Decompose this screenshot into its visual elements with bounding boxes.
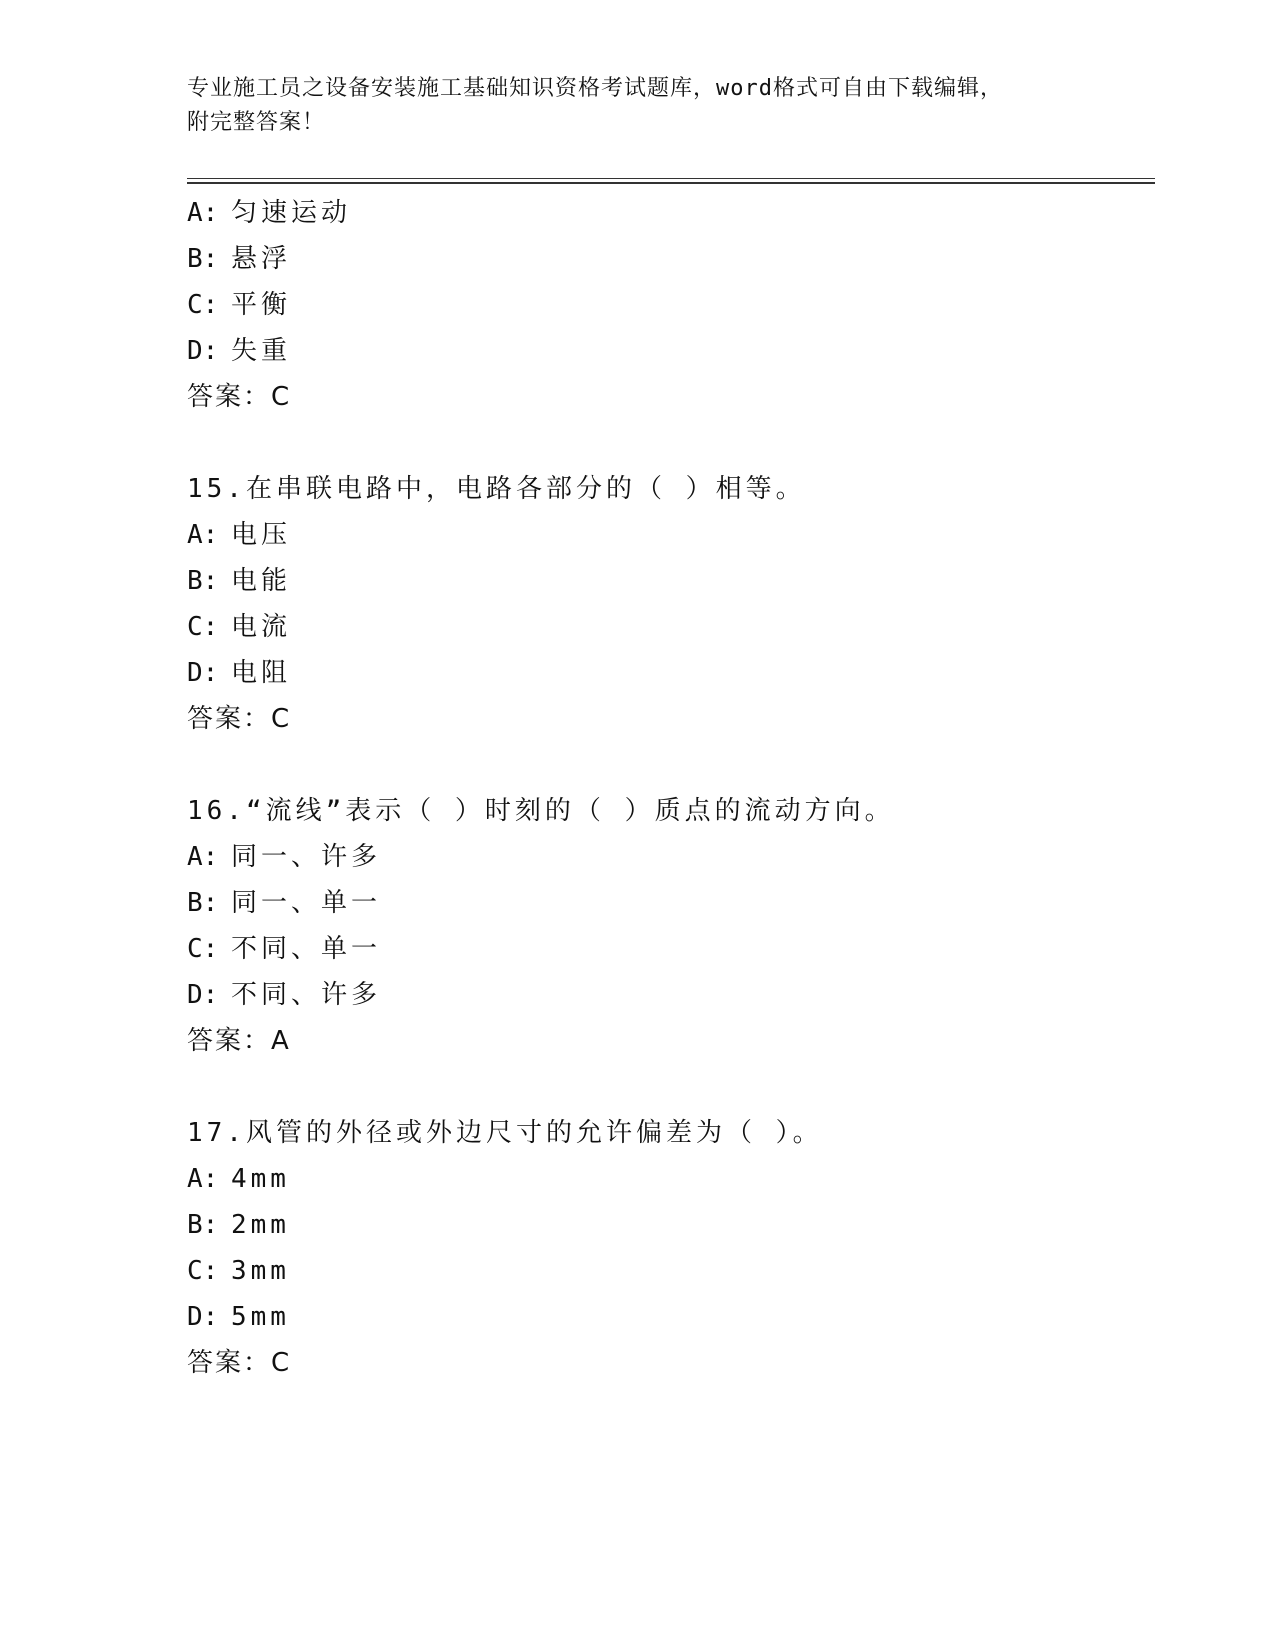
option-text: 电流: [231, 612, 292, 642]
option-text: 匀速运动: [231, 198, 352, 228]
option-b: [187, 236, 1147, 282]
option-a: [187, 1156, 1147, 1202]
question-17: [187, 1110, 1147, 1386]
question-list: [187, 190, 1147, 1386]
option-a: [187, 190, 1147, 236]
answer: 答案：C: [187, 1348, 292, 1378]
option-label: D:: [187, 980, 219, 1010]
option-label: D:: [187, 1302, 219, 1332]
header-divider-thin: [187, 178, 1155, 179]
option-label: A:: [187, 198, 219, 228]
answer: 答案：A: [187, 1026, 291, 1056]
question-14: [187, 190, 1147, 420]
spacer: [187, 420, 1147, 466]
option-label: B:: [187, 244, 219, 274]
spacer: [187, 742, 1147, 788]
question-15: [187, 466, 1147, 742]
option-text: 电压: [231, 520, 292, 550]
option-d: [187, 328, 1147, 374]
option-label: A:: [187, 520, 219, 550]
header-divider-thick: [187, 182, 1155, 184]
option-label: A:: [187, 842, 219, 872]
option-label: C:: [187, 934, 219, 964]
question-stem: 17.风管的外径或外边尺寸的允许偏差为（ ）。: [187, 1118, 823, 1148]
question-stem: 15.在串联电路中，电路各部分的（ ）相等。: [187, 474, 806, 504]
option-c: [187, 604, 1147, 650]
spacer: [187, 1064, 1147, 1110]
header-line-1: 专业施工员之设备安装施工基础知识资格考试题库，word格式可自由下载编辑，: [187, 76, 1003, 101]
option-c: [187, 1248, 1147, 1294]
option-label: B:: [187, 1210, 219, 1240]
option-text: 同一、单一: [231, 888, 382, 918]
answer: 答案：C: [187, 704, 292, 734]
option-text: 5mm: [231, 1302, 290, 1332]
option-d: [187, 1294, 1147, 1340]
option-text: 电能: [231, 566, 292, 596]
option-label: B:: [187, 888, 219, 918]
option-label: C:: [187, 612, 219, 642]
option-text: 不同、单一: [231, 934, 382, 964]
option-a: [187, 512, 1147, 558]
option-text: 平衡: [231, 290, 292, 320]
option-label: C:: [187, 1256, 219, 1286]
option-text: 不同、许多: [231, 980, 382, 1010]
option-d: [187, 972, 1147, 1018]
option-c: [187, 926, 1147, 972]
option-text: 同一、许多: [231, 842, 382, 872]
option-c: [187, 282, 1147, 328]
option-a: [187, 834, 1147, 880]
option-text: 3mm: [231, 1256, 290, 1286]
option-text: 2mm: [231, 1210, 290, 1240]
option-b: [187, 558, 1147, 604]
option-label: B:: [187, 566, 219, 596]
option-b: [187, 880, 1147, 926]
option-b: [187, 1202, 1147, 1248]
answer: 答案：C: [187, 382, 292, 412]
option-text: 4mm: [231, 1164, 290, 1194]
document-header: [187, 72, 1087, 140]
option-label: C:: [187, 290, 219, 320]
option-text: 悬浮: [231, 244, 292, 274]
option-label: A:: [187, 1164, 219, 1194]
option-text: 失重: [231, 336, 292, 366]
option-d: [187, 650, 1147, 696]
option-label: D:: [187, 336, 219, 366]
option-label: D:: [187, 658, 219, 688]
question-stem: 16.“流线”表示（ ）时刻的（ ）质点的流动方向。: [187, 796, 895, 826]
question-16: [187, 788, 1147, 1064]
option-text: 电阻: [231, 658, 292, 688]
header-line-2: 附完整答案！: [187, 110, 326, 135]
